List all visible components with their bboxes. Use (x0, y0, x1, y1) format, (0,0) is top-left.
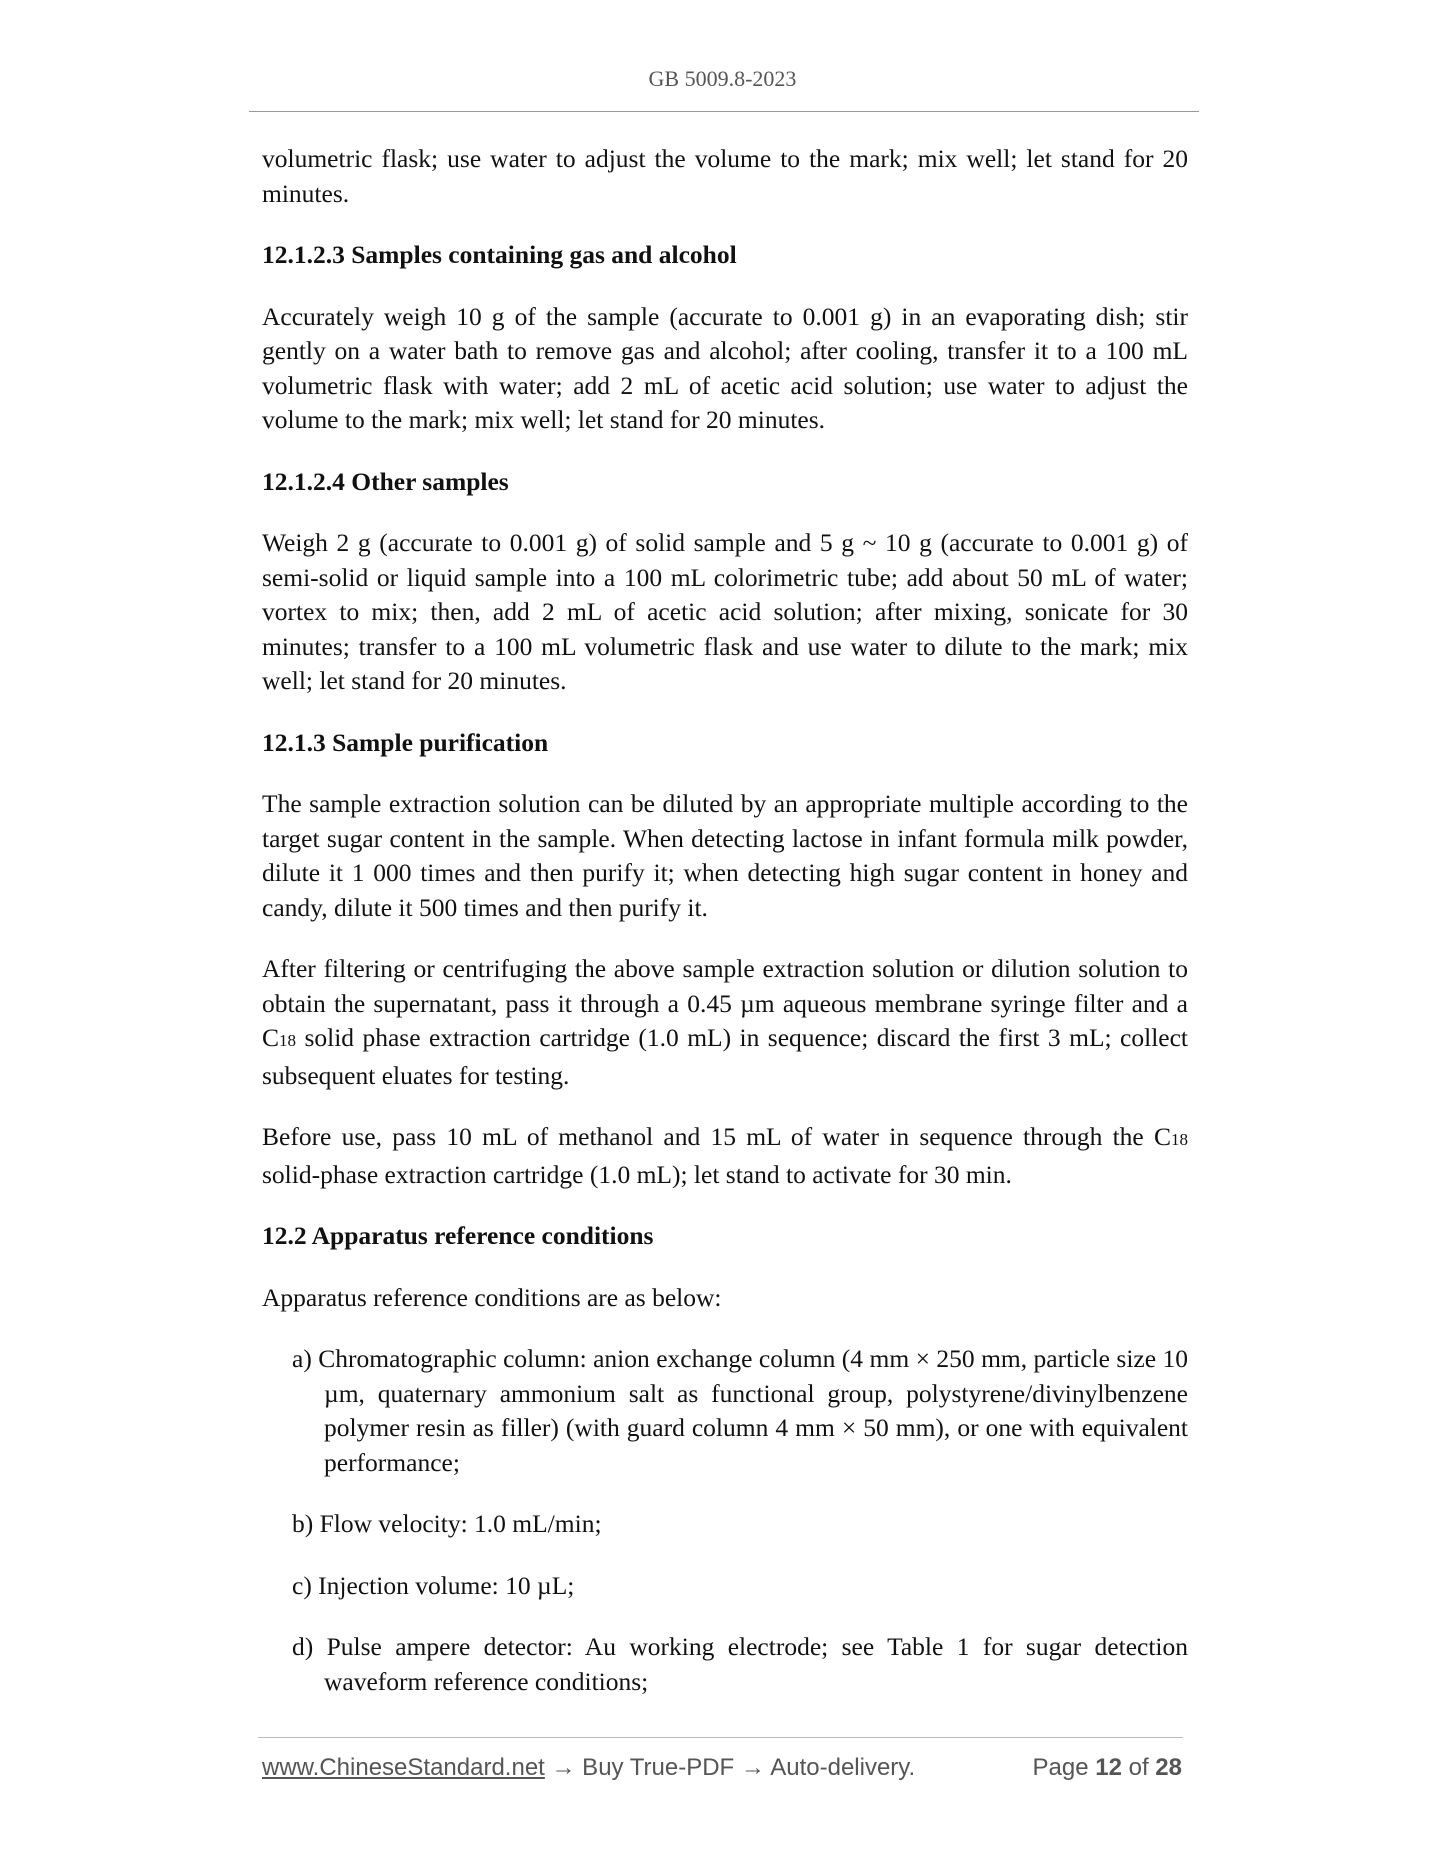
header-divider (249, 111, 1199, 112)
list-item: c) Injection volume: 10 µL; (292, 1570, 575, 1600)
footer-divider (258, 1737, 1183, 1738)
list-item: d) Pulse ampere detector: Au working electrode; see Table 1 for sugar detection waveform reference conditions; (292, 1632, 1188, 1696)
footer-promo (262, 1754, 915, 1782)
heading-12-2: 12.2 Apparatus reference conditions (262, 1221, 654, 1250)
heading-12-1-2-4: 12.1.2.4 Other samples (262, 466, 509, 496)
conditions-list (262, 1342, 1188, 1699)
paragraph-12-1-3-filtering (262, 952, 1188, 1093)
text-run: After filtering or centrifuging the above sample extraction solution or dilution solution to obtain the supernatant, pass it through a 0.45 µm aqueous membrane syringe filter and a C (262, 954, 1188, 1052)
paragraph-12-1-3-dilution: The sample extraction solution can be diluted by an appropriate multiple according to the target sugar content in the sample. When detecting lactose in infant formula milk powder, dilute it 1 000 times and then purify it; when detecting high sugar content in honey and candy, dilute it 500 times and then purify it. (262, 789, 1188, 922)
subscript: 18 (279, 1031, 297, 1050)
text-run: solid-phase extraction cartridge (1.0 mL); let stand to activate for 30 min. (262, 1159, 1012, 1189)
subscript: 18 (1171, 1130, 1188, 1149)
document-body (262, 142, 1188, 1726)
paragraph-12-1-3-activation (262, 1120, 1188, 1192)
heading-12-1-2-3: 12.1.2.3 Samples containing gas and alcohol (262, 240, 737, 269)
of-label: of (1128, 1754, 1149, 1781)
paragraph-12-1-2-4: Weigh 2 g (accurate to 0.001 g) of solid sample and 5 g ~ 10 g (accurate to 0.001 g) of semi-solid or liquid sample into a 100 mL colorimetric tube; add about 50 mL of water; vortex to mix; then, add 2 mL of acetic acid solution; after mixing, sonicate for 30 minutes; transfer to a 100 mL volumetric flask and use water to dilute to the mark; mix well; let stand for 20 minutes. (262, 528, 1188, 695)
text-run: Before use, pass 10 mL of methanol and 15 mL of water in sequence through the C (262, 1122, 1171, 1151)
paragraph-12-2: Apparatus reference conditions are as below: (262, 1282, 722, 1312)
page-header (0, 66, 1445, 92)
page-label: Page (1032, 1754, 1089, 1781)
total-pages: 28 (1155, 1754, 1182, 1781)
list-item: b) Flow velocity: 1.0 mL/min; (292, 1509, 602, 1538)
promo-text: → Buy True-PDF → Auto-delivery. (544, 1754, 916, 1781)
paragraph-continued: volumetric flask; use water to adjust the volume to the mark; mix well; let stand for 20 minutes. (262, 144, 1188, 208)
heading-12-1-3: 12.1.3 Sample purification (262, 727, 549, 757)
page-indicator (1033, 1754, 1183, 1782)
page-footer (262, 1754, 1182, 1782)
page-number: 12 (1095, 1754, 1122, 1781)
paragraph-12-1-2-3: Accurately weigh 10 g of the sample (accurate to 0.001 g) in an evaporating dish; stir gently on a water bath to remove gas and alcohol; after cooling, transfer it to a 100 mL volumetric flask with water; add 2 mL of acetic acid solution; use water to adjust the volume to the mark; mix well; let stand for 20 minutes. (262, 301, 1188, 434)
standard-code: GB 5009.8-2023 (648, 66, 797, 91)
list-item: a) Chromatographic column: anion exchange column (4 mm × 250 mm, particle size 10 µm, quaternary ammonium salt as functional group, polystyrene/divinylbenzene polymer resin as filler) (with guard column 4 mm × 50 mm), or one with equivalent performance; (292, 1344, 1188, 1477)
website-link[interactable]: www.ChineseStandard.net (262, 1754, 545, 1781)
text-run: solid phase extraction cartridge (1.0 mL) in sequence; discard the first 3 mL; collect subsequent eluates for testing. (262, 1023, 1188, 1090)
